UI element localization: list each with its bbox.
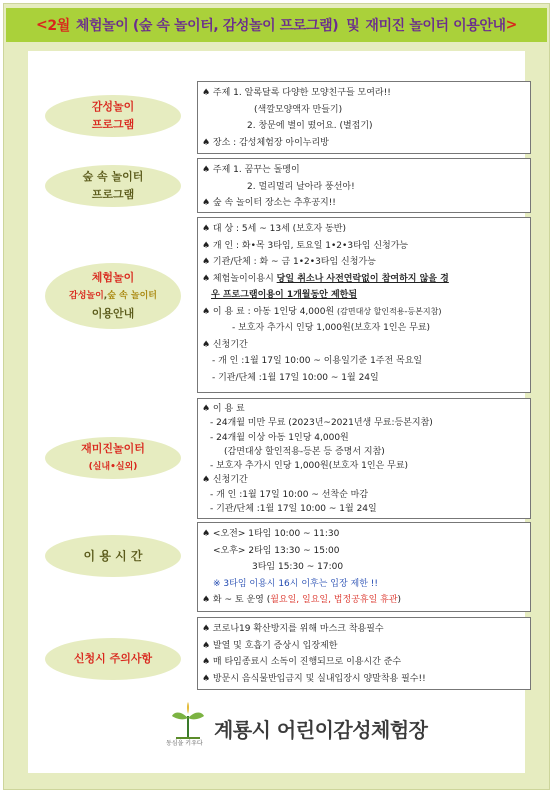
sprout-logo-icon (168, 700, 208, 740)
header-title-and: 및 (346, 18, 360, 34)
experience-line: ♠ 개 인 : 화•목 3타임, 토요일 1•2•3타임 신청가능 (202, 240, 409, 251)
caution-box (197, 617, 531, 690)
experience-fee-note: (감면대상 할인적용-등본지참) (337, 306, 442, 316)
emotion-line: ♠ 장소 : 감성체험장 아이누리방 (202, 137, 329, 148)
logo-slogan: 동심을 키우다 (166, 740, 203, 747)
forest-line: 2. 멀리멀리 날아라 풍선아! (247, 181, 355, 192)
caution-label-text: 신청시 주의사항 (73, 652, 153, 665)
hours-line: <오후> 2타임 13:30 ~ 15:00 (213, 545, 340, 556)
experience-fee: ♠ 이 용 료 : 아동 1인당 4,000원 (202, 306, 335, 317)
experience-cancel-warning: 당일 취소나 사전연락없이 참여하지 않을 경 (276, 273, 449, 284)
hours-open-days: ♠ 화 ~ 토 운영 ( (202, 595, 271, 605)
header-bracket-open: < (36, 17, 48, 33)
hours-line: 3타임 15:30 ~ 17:00 (252, 562, 344, 572)
forest-label-line1: 숲 속 놀이터 (82, 170, 144, 183)
emotion-line: ♠ 주제 1. 알록달록 다양한 모양친구들 모여라!! (202, 88, 391, 98)
experience-line (202, 271, 524, 288)
experience-line: - 기관/단체 :1월 17일 10:00 ~ 1월 24일 (212, 372, 379, 383)
fun-line: - 기관/단체 :1월 17일 10:00 ~ 1월 24일 (210, 504, 377, 515)
fun-line: - 개 인 :1월 17일 10:00 ~ 선착순 마감 (210, 489, 369, 500)
experience-label-line3: 이용안내 (91, 307, 135, 320)
experience-line: - 개 인 :1월 17일 10:00 ~ 이용일기준 1주전 목요일 (212, 356, 423, 366)
forest-line: ♠ 주제 1. 꿈꾸는 돌멩이 (202, 165, 300, 175)
fun-line: - 24개월 이상 아동 1인당 4,000원 (210, 432, 349, 443)
header-title-playground: 재미진 놀이터 이용안내 (365, 18, 506, 34)
forest-label-line2: 프로그램 (91, 188, 135, 201)
forest-line: ♠ 숲 속 놀이터 장소는 추후공지!! (202, 198, 336, 208)
hours-box (197, 522, 531, 612)
experience-line: ♠ 대 상 : 5세 ~ 13세 (보호자 동반) (202, 224, 346, 234)
hours-line: ♠ <오전> 1타임 10:00 ~ 11:30 (202, 529, 340, 539)
emotion-label-line1: 감성놀이 (91, 100, 135, 113)
header-bracket-close: > (505, 17, 517, 33)
hours-close-paren: ) (397, 595, 402, 605)
caution-line: ♠ 방문시 음식물반입금지 및 실내입장시 양말착용 필수!! (202, 673, 426, 684)
experience-line: - 보호자 추가시 인당 1,000원(보호자 1인은 무료) (232, 323, 431, 333)
fun-line: - 24개월 미만 무료 (2023년~2021년생 무료:등본지참) (210, 418, 433, 429)
experience-line: ♠ 기관/단체 : 화 ~ 금 1•2•3타임 신청가능 (202, 257, 376, 267)
experience-cancel-warning-cont: 우 프로그램이용이 1개월동안 제한됨 (211, 290, 358, 300)
emotion-label-line2: 프로그램 (91, 118, 135, 131)
caution-line: ♠ 매 타임종료시 소독이 진행되므로 이용시간 준수 (202, 657, 402, 667)
experience-label-comma: , (103, 291, 108, 301)
caution-label (45, 638, 181, 680)
caution-line: ♠ 발열 및 호흡기 증상시 입장제한 (202, 640, 338, 651)
fun-label-line2: (실내•실외) (88, 462, 138, 472)
emotion-line: 2. 창문에 별이 떴어요. (별접기) (247, 121, 373, 131)
fun-playground-box (197, 398, 531, 519)
forest-program-box (197, 158, 531, 213)
fun-label-line1: 재미진놀이터 (81, 442, 145, 455)
experience-label-emotion: 감성놀이 (69, 291, 104, 301)
caution-line: ♠ 코로나19 확산방지를 위해 마스크 착용필수 (202, 624, 384, 634)
header-title-programs: 체험놀이 (숲 속 놀이터, 감성놀이 프로그램) (75, 18, 339, 34)
fun-line: - 보호자 추가시 인당 1,000원(보호자 1인은 무료) (210, 461, 409, 472)
forest-program-label (45, 165, 181, 207)
header-month: 2월 (47, 18, 70, 34)
experience-line: ♠ 신청기간 (202, 339, 248, 350)
hours-label (45, 535, 181, 577)
experience-label-line2 (69, 287, 157, 305)
page-header (6, 8, 547, 42)
emotion-program-box (197, 81, 531, 154)
experience-label-line1: 체험놀이 (91, 271, 135, 284)
fun-playground-label (45, 437, 181, 479)
experience-guide-box (197, 217, 531, 393)
experience-guide-label (45, 263, 181, 329)
experience-line (202, 304, 524, 321)
emotion-line: (색깔모양액자 만들기) (254, 104, 343, 115)
hours-notice: ※ 3타임 이용시 16시 이후는 입장 제한 !! (213, 578, 378, 589)
fun-line: ♠ 이 용 료 (202, 404, 245, 414)
fun-line: ♠ 신청기간 (202, 475, 248, 486)
hours-line (202, 592, 524, 609)
logo-title: 계룡시 어린이감성체험장 (214, 718, 428, 742)
experience-label-forest: 숲 속 놀이터 (107, 291, 157, 301)
fun-line: (감면대상 할인적용-등본 등 증명서 지참) (224, 446, 385, 457)
center-logo (168, 700, 468, 760)
emotion-program-label (45, 95, 181, 137)
hours-closed-days: 월요일, 일요일, 법정공휴일 휴관 (270, 595, 398, 605)
experience-cancel-prefix: ♠ 체험놀이이용시 (202, 273, 274, 284)
hours-label-text: 이 용 시 간 (83, 549, 143, 563)
